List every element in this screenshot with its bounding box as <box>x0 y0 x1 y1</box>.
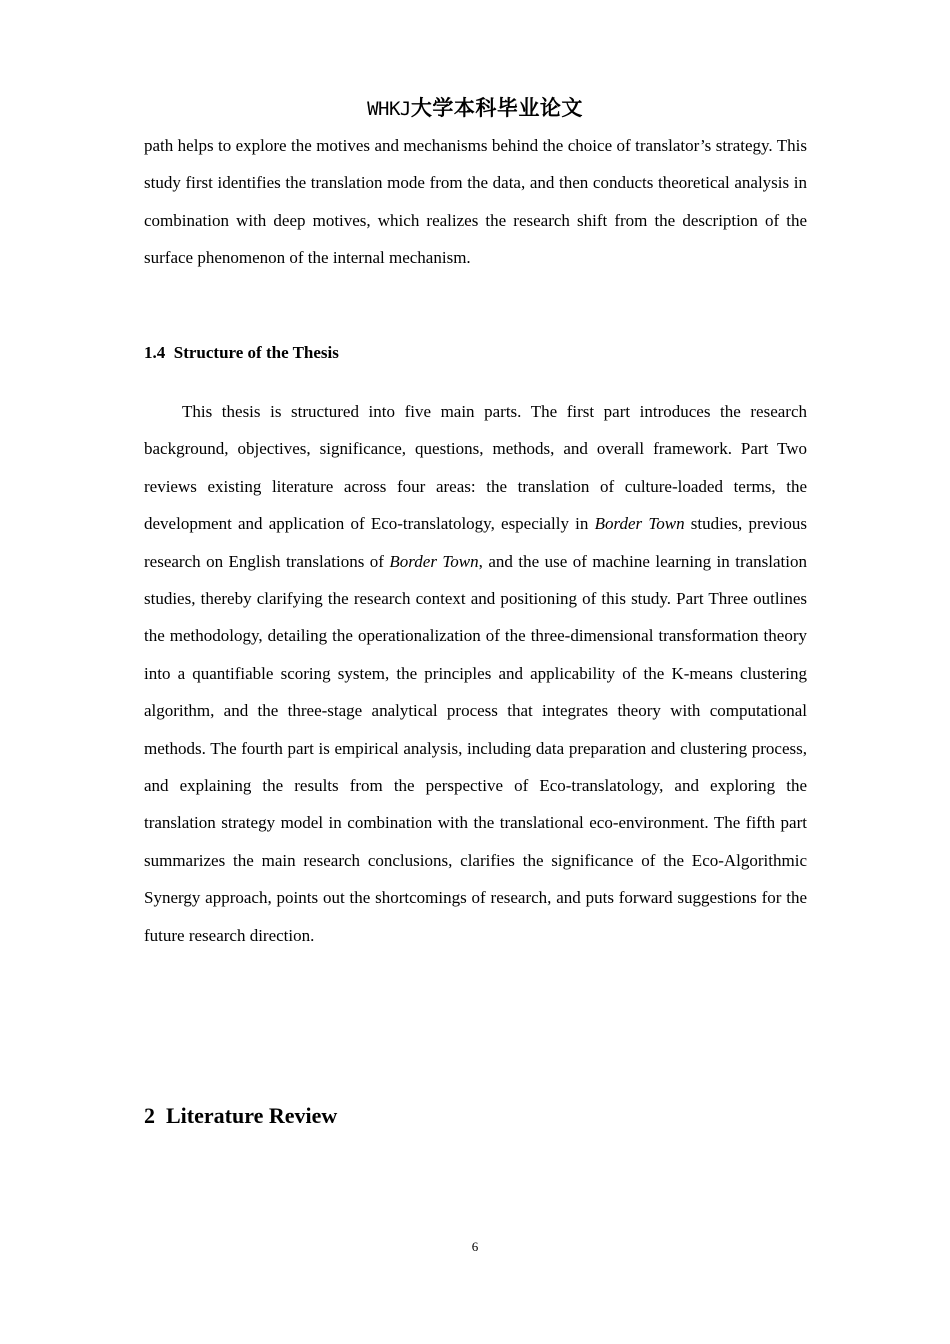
paragraph-text-part3: , and the use of machine learning in translation studies, thereby clarifying the research context and positioning of this study. Part Three outlines the methodology, detailing the operationalization of the three-dimensional transformation theory into a quantifiable scoring system, the principles and applicability of the K-means clustering algorithm, and the three-stage analytical process that integrates theory with computational methods. The fourth part is empirical analysis, including data preparation and clustering process, and explaining the results from the perspective of Eco-translatology, and exploring the translation strategy model in combination with the translational eco-environment. The fifth part summarizes the main research conclusions, clarifies the significance of the Eco-Algorithmic Synergy approach, points out the shortcomings of research, and puts forward suggestions for the future research direction. <box>144 551 808 945</box>
intro-paragraph: path helps to explore the motives and mechanisms behind the choice of translator’s strategy. This study first identifies the translation mode from the data, and then conducts theoretical analysis in combination with deep motives, which realizes the research shift from the description of the surface phenomenon of the internal mechanism. <box>144 136 807 268</box>
chapter-title: Literature Review <box>166 1103 338 1128</box>
paragraph-text-part1: This thesis is structured into five main parts. The first part introduces the research background, objectives, significance, questions, methods, and overall framework. Part Two reviews existing literature across four areas: the translation of culture-loaded terms, the development and application of Eco-translatology, especially in <box>144 402 807 534</box>
paragraph-italic-title-2: Border Town <box>389 551 479 571</box>
paragraph-italic-title-1: Border Town <box>594 514 685 534</box>
section-title: Structure of the Thesis <box>173 343 339 362</box>
header-title-latin: WHKJ <box>367 98 411 120</box>
section-heading <box>144 341 339 365</box>
structure-paragraph <box>144 393 807 954</box>
section-number: 1.4 <box>144 343 166 362</box>
page-number: 6 <box>471 1239 479 1254</box>
paragraph-text-part2: studies, previous research on English translations of <box>144 514 807 571</box>
chapter-number: 2 <box>144 1103 155 1128</box>
chapter-heading <box>144 1101 337 1131</box>
header-title-cjk: 大学本科毕业论文 <box>410 96 583 120</box>
page-header <box>0 94 950 123</box>
